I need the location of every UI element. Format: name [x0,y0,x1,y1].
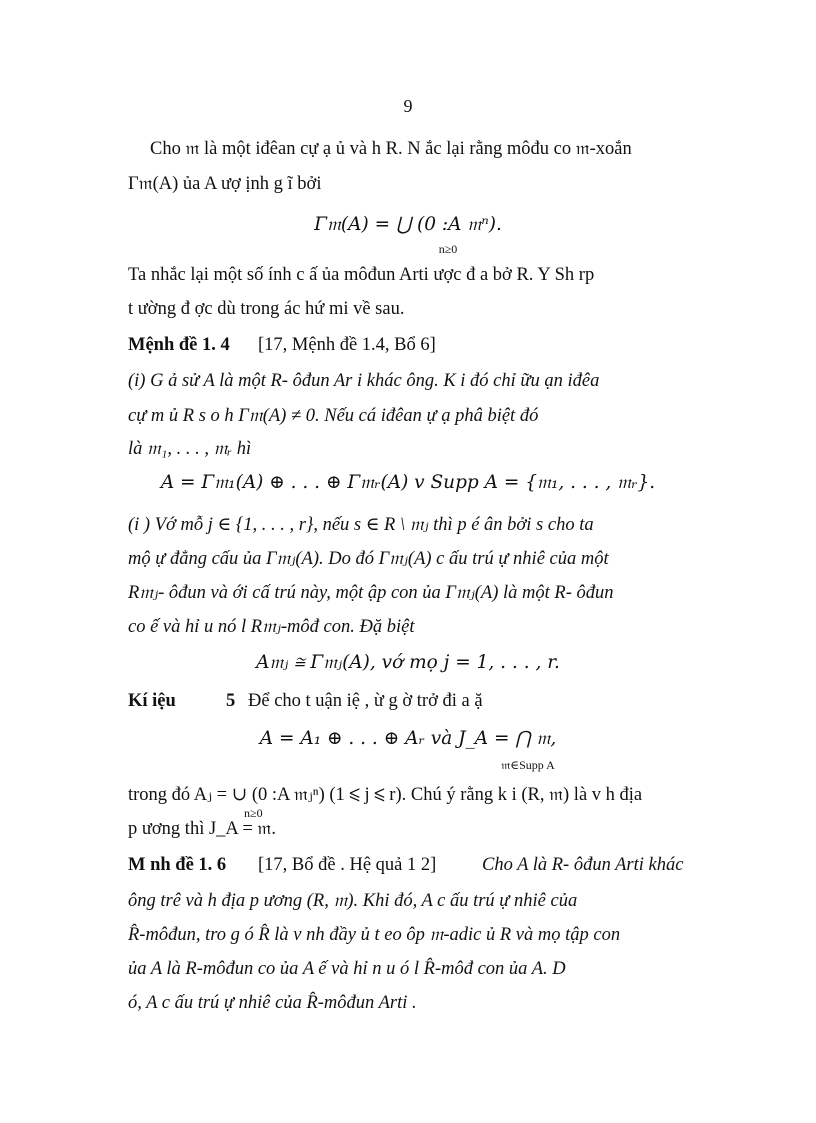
citation: [17, Mệnh đề 1.4, Bổ 6] [258,335,436,355]
text-line: mộ ự đẳng cấu ủa Γ𝔪ⱼ(A). Do đó Γ𝔪ⱼ(A) c ấu trú ự nhiê của một [128,549,609,569]
display-formula: A = Γ𝔪₁(A) ⊕ . . . ⊕ Γ𝔪ᵣ(A) v Supp A = {𝔪₁, . . . , 𝔪ᵣ}. [160,472,656,493]
page-number: 9 [403,96,413,116]
text-line: Ta nhắc lại một số ính c ấ ủa môđun Arti ược đ a bở R. Y Sh rp [128,265,595,285]
display-formula: A = A₁ ⊕ . . . ⊕ Aᵣ và J_A = ⋂ 𝔪, [259,728,557,749]
text-line: Γ𝔪(A) ủa A ượ ịnh g ĩ bởi [128,174,322,194]
display-formula: A𝔪ⱼ ≅ Γ𝔪ⱼ(A), vớ mọ j = 1, . . . , r. [256,652,560,673]
text-line: ủa A là R-môđun co ủa A ế và hỉ n u ó l R̂-môđ con ủa A. D [128,959,566,979]
citation: [17, Bổ đề . Hệ quả 1 2] [258,855,437,875]
formula-subscript: n≥0 [438,242,458,256]
formula-subscript: 𝔪∈Supp A [501,758,555,772]
text-line: Cho 𝔪 là một iđêan cự ạ ủ và h R. N ắc lại rằng môđu co 𝔪-xoắn [150,139,632,159]
text-line: ông trê và h địa p ương (R, 𝔪). Khi đó, A c ấu trú ự nhiê của [128,891,578,911]
text-line: Cho A là R- ôđun Arti khác [482,855,684,875]
text-line: trong đó Aⱼ = ∪ (0 :A 𝔪ⱼⁿ) (1 ⩽ j ⩽ r). Chú ý rằng k i (R, 𝔪) là v h địa [128,785,643,805]
text-line: R̂-môđun, tro g ó R̂ là v nh đầy ủ t eo ôp 𝔪-adic ủ R và mọ tập con [128,925,621,945]
formula-subscript: n≥0 [244,806,263,820]
text-line: Để cho t uận iệ , ừ g ờ trở đi a ặ [248,691,483,711]
text-line: co ế và hỉ u nó l R𝔪ⱼ-môđ con. Đặ biệt [128,617,415,637]
text-line: R𝔪ⱼ- ôđun và ới cấ trú này, một ập con ủa Γ𝔪ⱼ(A) là một R- ôđun [128,583,614,603]
notation-heading: Kí iệu [128,691,176,711]
text-line: p ương thì J_A = 𝔪. [128,819,276,839]
text-line: (i ) Vớ mỗ j ∈ {1, . . . , r}, nếu s ∈ R \ 𝔪ⱼ thì p é ân bởi s cho ta [128,515,594,535]
text-line: cự m ủ R s o h Γ𝔪(A) ≠ 0. Nếu cá iđêan ự ạ phâ biệt đó [128,406,539,426]
text-line: (i) G ả sử A là một R- ôđun Ar i khác ông. K i đó chỉ ữu ạn iđêa [128,371,600,391]
display-formula: Γ𝔪(A) = ⋃ (0 :A 𝔪ⁿ). [314,214,502,235]
text-line: ó, A c ấu trú ự nhiê của R̂-môđun Arti . [128,993,417,1013]
text-line: là 𝔪₁, . . . , 𝔪ᵣ hì [128,439,252,459]
proposition-heading: Mệnh đề 1. 4 [128,335,230,355]
proposition-heading: M nh đề 1. 6 [128,855,227,875]
notation-number: 5 [226,691,236,711]
text-line: t ường đ ợc dù trong ác hứ mi về sau. [128,299,405,319]
